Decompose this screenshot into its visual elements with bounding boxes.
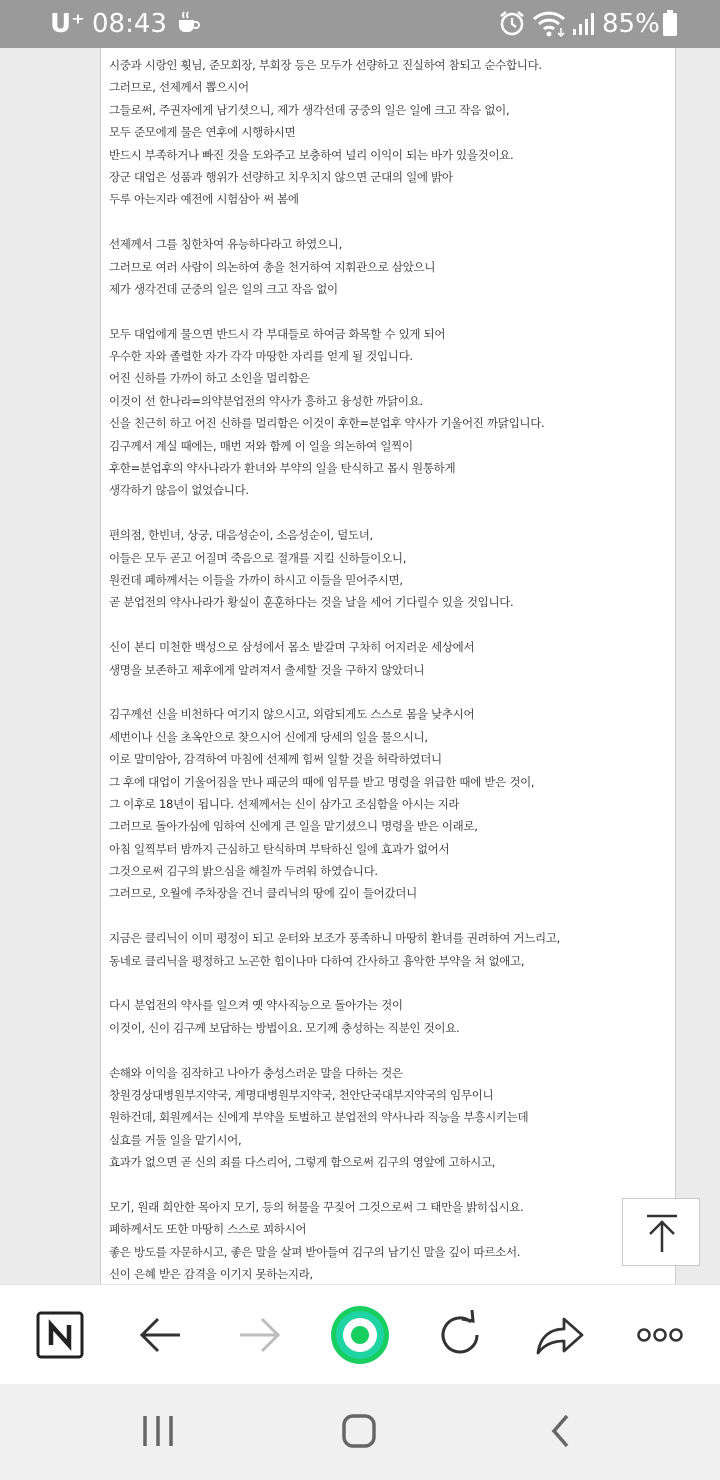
- article-line: 실효를 거둘 일을 맡기시어,: [109, 1132, 242, 1147]
- blank-line: [109, 300, 669, 322]
- scroll-to-top-button[interactable]: [622, 1198, 700, 1266]
- article-line: 원하건데, 회원께서는 신에게 부약을 토벌하고 분업전의 약사나라 직능을 부흥시키는데: [109, 1110, 529, 1125]
- article-line: 장군 대업은 성품과 행위가 선량하고 치우치지 않으면 군대의 일에 밝아: [109, 169, 453, 184]
- alarm-icon: [498, 9, 526, 37]
- article-line: 시중과 시랑인 휫님, 준모회장, 부회장 등은 모두가 선량하고 진실하여 참되고 순수합니다.: [109, 58, 542, 72]
- battery-icon: [662, 10, 678, 36]
- article-line: 손해와 이익을 짐작하고 나아가 충성스러운 말을 다하는 것은: [109, 1065, 403, 1080]
- system-nav-bar: [0, 1384, 720, 1480]
- recent-apps-icon[interactable]: [133, 1406, 183, 1456]
- article-line: 다시 분업전의 약사를 일으켜 옛 약사직능으로 돌아가는 것이: [109, 998, 403, 1013]
- article-line: 우수한 자와 졸렬한 자가 각각 마땅한 자리를 얻게 될 것입니다.: [109, 349, 413, 364]
- back-arrow-icon[interactable]: [130, 1305, 190, 1365]
- carrier-label: U⁺: [50, 9, 85, 39]
- article-line: 두루 아는지라 예전에 시험삼아 써 봄에: [109, 192, 299, 207]
- article-line: 그들로써, 주권자에게 남기셧으니, 제가 생각선데 궁중의 일은 일에 크고 작음 없이,: [109, 102, 510, 117]
- article-line: 모기, 원래 희안한 목아지 모기, 등의 허물을 꾸짖어 그것으로써 그 태만을 밝히십시요.: [109, 1199, 524, 1214]
- article-line: 지금은 클리닉이 이미 평정이 되고 운터와 보조가 풍족하니 마땅히 환녀를 권려하여 거느리고,: [109, 931, 561, 946]
- coffee-cup-icon: [176, 10, 202, 36]
- home-icon[interactable]: [334, 1406, 384, 1456]
- blank-line: [109, 1174, 669, 1196]
- article-line: 그러므로 돌아가심에 임하여 신에게 큰 일을 맡기셨으니 명령을 받은 이래로,: [109, 819, 478, 834]
- article-line: 후한=분업후의 약사나라가 환녀와 부약의 일을 탄식하고 몹시 원통하게: [109, 461, 456, 476]
- blank-line: [109, 681, 669, 703]
- blank-line: [109, 972, 669, 994]
- share-icon[interactable]: [530, 1305, 590, 1365]
- article-line: 좋은 방도를 자문하시고, 좋은 말을 살펴 받아들여 김구의 남기신 말을 깊이 따르소서.: [109, 1244, 521, 1259]
- article-line: 김구께서 계실 때에는, 매번 저와 함께 이 일을 의논하여 일찍이: [109, 438, 413, 453]
- article-line: 그 이후로 18년이 됩니다. 선제께서는 신이 삼가고 조심함을 아시는 지라: [109, 796, 460, 811]
- article-line: 어진 신하를 가까이 하고 소인을 멀리함은: [109, 371, 310, 386]
- article-body: [100, 48, 676, 1284]
- article-line: 이들은 모두 곧고 어질며 죽음으로 절개를 지킬 신하들이오니,: [109, 550, 407, 565]
- refresh-icon[interactable]: [430, 1305, 490, 1365]
- article-line: 생각하기 않음이 없었습니다.: [109, 483, 249, 498]
- article-line: 생명을 보존하고 제후에게 알려져서 출세할 것을 구하지 않았더니: [109, 662, 425, 677]
- blank-line: [109, 1039, 669, 1061]
- article-line: 효과가 없으면 곧 신의 죄를 다스리어, 그렇게 함으로써 김구의 영앞에 고하시고,: [109, 1155, 496, 1170]
- article-line: 모두 준모에게 물은 연후에 시행하시면: [109, 125, 296, 140]
- status-bar: [0, 0, 720, 48]
- article-line: 모두 대업에게 물으면 반드시 각 부대들로 하여금 화목할 수 있게 되어: [109, 326, 446, 341]
- article-line: 그것으로써 김구의 밝으심을 해칠까 두려워 하였습니다.: [109, 864, 378, 879]
- blank-line: [109, 905, 669, 927]
- green-dot-icon[interactable]: [328, 1303, 392, 1367]
- naver-home-icon[interactable]: [30, 1305, 90, 1365]
- more-dots-icon[interactable]: [630, 1305, 690, 1365]
- article-line: 그 후에 대업이 기울어짐을 만나 패군의 때에 임무를 받고 명령을 위급한 때에 받은 것이,: [109, 774, 535, 789]
- clock: 08:43: [92, 9, 167, 39]
- article-line: 이것이, 신이 김구께 보답하는 방법이요. 모기께 충성하는 직분인 것이요.: [109, 1020, 460, 1035]
- web-page[interactable]: [0, 48, 720, 1284]
- article-line: 세번이나 신을 초옥안으로 찾으시어 신에게 당세의 일을 물으시니,: [109, 729, 428, 744]
- browser-toolbar: [0, 1284, 720, 1384]
- signal-icon: [572, 12, 596, 36]
- article-line: 이것이 선 한나라=의약분업전의 약사가 흥하고 융성한 까닭이요.: [109, 393, 423, 408]
- article-line: 그러므로 여러 사람이 의논하여 총을 천거하여 지휘관으로 삼았으니: [109, 259, 436, 274]
- article-line: 편의점, 한빈녀, 상궁, 대음성순이, 소음성순이, 덜도녀,: [109, 528, 373, 543]
- arrow-up-to-top-icon: [623, 1199, 701, 1267]
- article-line: 반드시 부족하거나 빠진 것을 도와주고 보충하여 널리 이익이 되는 바가 있을것이요.: [109, 147, 514, 162]
- blank-line: [109, 502, 669, 524]
- battery-percent: 85%: [602, 9, 660, 39]
- article-line: 선제께서 그를 칭한차여 유능하다라고 하였으니,: [109, 237, 342, 252]
- forward-arrow-icon[interactable]: [230, 1305, 290, 1365]
- article-line: 그러므로, 선제께서 뽑으시어: [109, 80, 249, 95]
- article-line: 원컨데 폐하께서는 이들을 가까이 하시고 이들을 믿어주시면,: [109, 572, 403, 587]
- article-line: 창원경상대병원부지약국, 계명대병원부지약국, 천안단국대부지약국의 임무이니: [109, 1087, 494, 1102]
- article-line: 동네로 클리닉을 평정하고 노곤한 힘이나마 다하여 간사하고 흉악한 부약을 쳐 없애고,: [109, 953, 525, 968]
- article-line: 신을 친근히 하고 어진 신하를 멀리함은 이것이 후한=분업후 약사가 기울어진 까닭입니다.: [109, 416, 545, 431]
- article-line: 신이 은혜 받은 감격을 이기지 못하는지라,: [109, 1267, 313, 1282]
- article-line: 신이 본디 미천한 백성으로 삼성에서 몸소 밭갈며 구차히 어지러운 세상에서: [109, 640, 475, 655]
- blank-line: [109, 614, 669, 636]
- article-line: 제가 생각건데 군중의 일은 일의 크고 작음 없이: [109, 281, 338, 296]
- blank-line: [109, 211, 669, 233]
- article-line: 그러므로, 오월에 주차장을 건너 클리닉의 땅에 깊이 들어갔더니: [109, 886, 417, 901]
- wifi-icon: [532, 10, 568, 38]
- article-line: 곧 분업전의 약사나라가 황실이 훈훈하다는 것을 날을 세어 기다릴수 있을 것입니다.: [109, 595, 514, 610]
- article-line: 폐하께서도 또한 마땅히 스스로 꾀하시어: [109, 1222, 307, 1237]
- article-line: 아침 일찍부터 밤까지 근심하고 탄식하며 부탁하신 일에 효과가 없어서: [109, 841, 450, 856]
- article-line: 이로 말미암아, 감격하여 마침에 선제께 힘써 일할 것을 허락하였더니: [109, 752, 442, 767]
- article-text: [109, 54, 669, 1284]
- article-line: 김구께선 신을 비천하다 여기지 않으시고, 외람되게도 스스로 몸을 낮추시어: [109, 707, 475, 722]
- back-icon[interactable]: [536, 1406, 586, 1456]
